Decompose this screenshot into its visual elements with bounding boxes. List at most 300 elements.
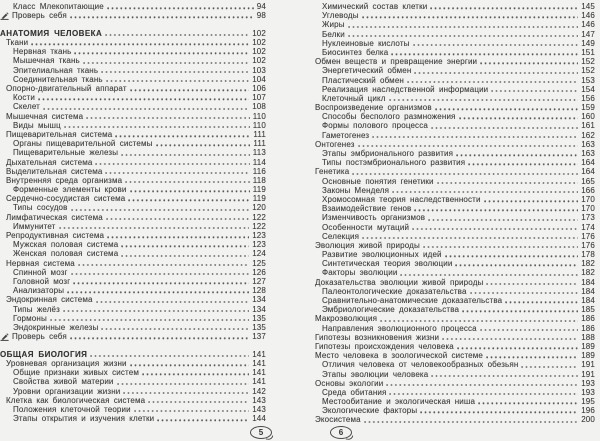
toc-entry: [309, 76, 595, 85]
toc-entry-page-ref: 106: [252, 84, 266, 93]
dot-leader: [156, 144, 251, 146]
dot-leader: [470, 292, 579, 294]
toc-entry-label: Нервная система: [6, 258, 75, 268]
dot-leader: [442, 338, 578, 340]
dot-leader: [389, 99, 579, 101]
toc-entry-page-ref: 196: [581, 406, 595, 416]
toc-entry-label: Ткани: [6, 38, 29, 48]
toc-entry-page-ref: 142: [252, 386, 266, 396]
dot-leader: [70, 337, 249, 339]
page-number-badge-right: [330, 426, 352, 439]
toc-entry: [0, 359, 266, 368]
dot-leader: [134, 410, 249, 412]
toc-entry: [0, 203, 266, 212]
toc-entry-page-ref: 162: [581, 130, 595, 140]
toc-entry-label: Мышечная система: [6, 111, 84, 121]
section-gap: [0, 341, 266, 350]
toc-entry: [0, 414, 266, 423]
dot-leader: [505, 301, 578, 303]
toc-entry: [309, 186, 595, 195]
toc-entry-page-ref: 108: [252, 102, 266, 112]
toc-entry-page-ref: 104: [252, 74, 266, 84]
toc-entry-page-ref: 144: [252, 414, 266, 424]
toc-entry-label: Нуклеиновые кислоты: [322, 38, 410, 48]
dot-leader: [157, 419, 249, 421]
dot-leader: [437, 182, 579, 184]
toc-entry-label: Белки: [322, 29, 345, 39]
dot-leader: [462, 310, 578, 312]
dot-leader: [31, 43, 249, 45]
toc-entry-page-ref: 102: [252, 56, 266, 66]
toc-entry: [309, 351, 595, 360]
toc-entry-label: Углеводы: [322, 11, 359, 21]
toc-entry-label: Иммунитет: [13, 221, 56, 231]
toc-entry-label: Этапы эмбрионального развития: [322, 149, 454, 158]
toc-entry-page-ref: 149: [581, 38, 595, 48]
dot-leader: [435, 108, 578, 110]
toc-section-heading: [0, 29, 266, 38]
toc-entry-page-ref: 116: [252, 166, 266, 176]
toc-entry-page-ref: 127: [252, 276, 266, 286]
toc-entry-label: Форменные элементы крови: [13, 185, 127, 195]
dot-leader: [407, 81, 578, 83]
dot-leader: [352, 173, 578, 175]
toc-entry: [309, 20, 595, 29]
toc-entry: [0, 194, 266, 203]
toc-entry-page-ref: 160: [581, 112, 595, 122]
toc-entry-label: Пластический обмен: [322, 75, 404, 85]
toc-entry: [0, 56, 266, 65]
toc-entry-label: Местообитание и экологическая ниша: [322, 397, 476, 407]
toc-entry: [309, 85, 595, 94]
dot-leader: [101, 328, 249, 330]
toc-entry-page-ref: 170: [581, 194, 595, 204]
toc-entry: [309, 259, 595, 268]
toc-entry-page-ref: 102: [252, 47, 266, 57]
dot-leader: [348, 35, 578, 37]
toc-entry-page-ref: 184: [581, 277, 595, 287]
toc-entry-label: Виды мышц: [13, 120, 61, 130]
toc-entry-page-ref: 119: [252, 194, 266, 204]
toc-entry: [309, 213, 595, 222]
toc-entry-page-ref: 114: [252, 157, 266, 167]
toc-entry: [0, 295, 266, 304]
dot-leader: [372, 136, 578, 138]
page-number-left: 5: [258, 428, 264, 437]
toc-entry: [0, 268, 266, 277]
toc-entry-page-ref: 107: [252, 93, 266, 103]
toc-entry-page-ref: 128: [252, 286, 266, 296]
toc-entry-page-ref: 195: [581, 397, 595, 407]
toc-entry-page-ref: 156: [581, 93, 595, 103]
page-number-right: 6: [338, 428, 344, 437]
toc-entry-label: Синтетическая теория эволюции: [322, 259, 453, 269]
dot-leader: [128, 199, 249, 201]
toc-entry-page-ref: 193: [581, 378, 595, 388]
toc-entry-page-ref: 134: [252, 295, 266, 305]
toc-entry-label: Общие признаки живых систем: [13, 368, 139, 378]
toc-entry-label: Этапы эволюции человека: [322, 369, 429, 379]
toc-entry-label: Взаимодействие генов: [322, 204, 412, 214]
toc-entry: [309, 103, 595, 112]
toc-entry-page-ref: 176: [581, 231, 595, 241]
toc-entry-label: Скелет: [13, 102, 40, 112]
dot-leader: [63, 310, 249, 312]
toc-entry: [0, 259, 266, 268]
toc-entry-page-ref: 141: [252, 358, 266, 368]
toc-entry: [0, 305, 266, 314]
toc-entry-page-ref: 186: [581, 323, 595, 333]
toc-entry-label: Эндокринные железы: [13, 322, 99, 332]
toc-entry: [309, 149, 595, 158]
toc-entry-label: Проверь себя: [12, 11, 67, 21]
toc-entry: [309, 112, 595, 121]
toc-entry-page-ref: 111: [253, 129, 266, 139]
toc-entry: [0, 222, 266, 231]
toc-entry-page-ref: 145: [581, 2, 595, 11]
dot-leader: [430, 7, 578, 9]
toc-entry-page-ref: 98: [256, 11, 266, 21]
toc-entry-page-ref: 153: [581, 75, 595, 85]
toc-entry: [309, 333, 595, 342]
toc-entry-label: Гаметогенез: [322, 130, 370, 140]
toc-entry: [309, 388, 595, 397]
toc-entry-label: Онтогенез: [315, 139, 355, 149]
toc-entry: [309, 278, 595, 287]
toc-entry-label: Эпителиальная ткань: [13, 65, 99, 75]
dot-leader: [392, 191, 578, 193]
toc-entry: [0, 368, 266, 377]
toc-entry-label: Основы экологии: [315, 378, 384, 388]
toc-entry: [309, 268, 595, 277]
toc-entry: [0, 332, 266, 341]
toc-entry-label: Типы постэмбрионального развития: [322, 158, 466, 168]
dot-leader: [428, 219, 578, 221]
toc-entry-page-ref: 189: [581, 341, 595, 351]
toc-entry: [0, 323, 266, 332]
dot-leader: [130, 364, 250, 366]
dot-leader: [459, 117, 579, 119]
toc-entry: [309, 305, 595, 314]
toc-right-page-column: [309, 2, 595, 425]
toc-entry-label: Гипотезы возникновения жизни: [315, 332, 440, 342]
dot-leader: [412, 228, 578, 230]
toc-entry-page-ref: 165: [581, 176, 595, 186]
dot-leader: [386, 384, 578, 386]
toc-entry-label: Эволюция живой природы: [315, 240, 420, 250]
toc-entry-label: Репродуктивная система: [6, 231, 105, 240]
toc-entry: [309, 2, 595, 11]
toc-entry-label: Гормоны: [13, 313, 47, 323]
toc-entry: [0, 38, 266, 47]
toc-entry-label: Опорно-двигательный аппарат: [6, 84, 127, 93]
toc-entry: [309, 121, 595, 130]
toc-entry-page-ref: 119: [252, 185, 266, 195]
toc-entry-label: Уровневая организация жизни: [6, 358, 127, 368]
dot-leader: [445, 255, 579, 257]
toc-entry-page-ref: 191: [581, 360, 595, 370]
toc-entry-label: Дыхательная система: [6, 157, 93, 167]
dot-leader: [456, 154, 578, 156]
toc-entry-label: Мужская половая система: [13, 240, 119, 250]
toc-entry-label: Нервная ткань: [13, 47, 72, 57]
dot-leader: [389, 393, 578, 395]
toc-entry-label: Законы Менделя: [322, 185, 390, 195]
toc-entry-label: Химический состав клетки: [322, 2, 428, 11]
toc-entry: [0, 213, 266, 222]
toc-entry: [309, 39, 595, 48]
toc-entry-label: Экосистема: [315, 415, 361, 425]
toc-entry-label: Хромосомная теория наследственности: [322, 194, 481, 204]
toc-entry-page-ref: 176: [581, 240, 595, 250]
toc-entry-label: Среда обитания: [322, 387, 387, 397]
toc-entry-page-ref: 134: [252, 304, 266, 314]
toc-entry-page-ref: 200: [581, 415, 595, 425]
dot-leader: [121, 245, 249, 247]
toc-entry: [309, 177, 595, 186]
toc-entry-page-ref: 191: [581, 369, 595, 379]
toc-entry-label: Этапы открытия и изучения клетки: [13, 414, 155, 424]
toc-entry-page-ref: 102: [252, 28, 266, 38]
toc-entry: [0, 249, 266, 258]
toc-entry: [0, 66, 266, 75]
toc-entry-page-ref: 166: [581, 185, 595, 195]
dot-leader: [115, 135, 250, 137]
toc-entry: [309, 342, 595, 351]
toc-entry-label: Типы желёз: [13, 304, 60, 314]
toc-entry-page-ref: 141: [252, 349, 266, 359]
dot-leader: [67, 291, 249, 293]
dot-leader: [59, 227, 250, 229]
toc-entry-page-ref: 111: [253, 139, 266, 149]
pencil-icon: [0, 12, 9, 20]
toc-entry-page-ref: 124: [252, 249, 266, 259]
toc-entry: [309, 379, 595, 388]
dot-leader: [38, 98, 249, 100]
dot-leader: [121, 154, 250, 156]
toc-entry: [0, 93, 266, 102]
toc-entry-page-ref: 135: [252, 322, 266, 332]
toc-entry: [0, 148, 266, 157]
toc-entry-label: Сравнительно-анатомические доказательства: [322, 296, 503, 305]
toc-entry-label: Формы полового процесса: [322, 121, 428, 131]
dot-leader: [455, 264, 578, 266]
dot-leader: [83, 62, 249, 64]
dot-leader: [420, 411, 578, 413]
toc-entry-label: Пищеварительные железы: [13, 148, 119, 158]
toc-entry: [0, 240, 266, 249]
dot-leader: [121, 255, 249, 257]
toc-entry-page-ref: 135: [252, 313, 266, 323]
toc-entry: [309, 287, 595, 296]
dot-leader: [70, 16, 254, 18]
dot-leader: [43, 108, 249, 110]
dot-leader: [96, 301, 250, 303]
toc-entry-page-ref: 110: [252, 111, 266, 121]
toc-entry-page-ref: 141: [252, 377, 266, 387]
toc-entry-page-ref: 164: [581, 167, 595, 177]
toc-entry-label: Селекция: [322, 231, 360, 241]
dot-leader: [148, 401, 249, 403]
toc-entry-page-ref: 123: [252, 240, 266, 250]
toc-entry-label: Реализация наследственной информации: [322, 84, 489, 94]
toc-entry: [0, 84, 266, 93]
toc-entry-page-ref: 152: [581, 57, 595, 67]
toc-entry: [0, 112, 266, 121]
toc-entry-page-ref: 110: [252, 120, 266, 130]
dot-leader: [86, 117, 250, 119]
dot-leader: [73, 282, 249, 284]
toc-entry: [0, 102, 266, 111]
toc-entry-label: Положения клеточной теории: [13, 404, 131, 414]
toc-entry: [309, 30, 595, 39]
toc-entry-page-ref: 173: [581, 213, 595, 223]
toc-entry: [309, 415, 595, 424]
toc-entry: [0, 286, 266, 295]
page-number-badge-left: [250, 426, 272, 439]
toc-entry-label: Анализаторы: [13, 286, 65, 296]
dot-leader: [468, 163, 578, 165]
dot-leader: [431, 375, 578, 377]
toc-entry: [309, 66, 595, 75]
dot-leader: [78, 264, 249, 266]
toc-entry-label: Женская половая система: [13, 249, 119, 259]
dot-leader: [107, 7, 254, 9]
dot-leader: [362, 16, 579, 18]
dot-leader: [486, 356, 578, 358]
dot-leader: [142, 373, 249, 375]
dot-leader: [431, 127, 578, 129]
toc-entry-page-ref: 154: [581, 84, 595, 94]
toc-entry-page-ref: 94: [256, 2, 266, 11]
dot-leader: [117, 383, 250, 385]
dot-leader: [74, 52, 249, 54]
toc-entry-label: Обмен веществ и превращение энергии: [315, 57, 478, 67]
toc-entry-label: Энергетический обмен: [322, 66, 412, 76]
toc-entry: [309, 232, 595, 241]
dot-leader: [484, 200, 579, 202]
toc-entry: [309, 48, 595, 57]
toc-entry-page-ref: 182: [581, 259, 595, 269]
toc-entry-label: Изменчивость организмов: [322, 213, 426, 223]
toc-entry: [309, 131, 595, 140]
toc-entry-page-ref: 113: [252, 148, 266, 158]
toc-entry: [0, 139, 266, 148]
dot-leader: [414, 209, 578, 211]
toc-entry: [0, 47, 266, 56]
toc-entry-page-ref: 122: [252, 212, 266, 222]
dot-leader: [364, 421, 578, 423]
toc-entry: [0, 396, 266, 405]
dot-leader: [130, 89, 250, 91]
dot-leader: [130, 190, 250, 192]
toc-entry-label: АНАТОМИЯ ЧЕЛОВЕКА: [0, 28, 103, 38]
toc-entry-page-ref: 151: [581, 47, 595, 57]
toc-entry-label: Факторы эволюции: [322, 268, 398, 278]
toc-entry-page-ref: 174: [581, 222, 595, 232]
toc-entry: [0, 121, 266, 130]
toc-entry-page-ref: 141: [252, 368, 266, 378]
dot-leader: [480, 62, 578, 64]
toc-entry-label: Гипотезы происхождения человека: [315, 341, 454, 351]
dot-leader: [105, 172, 249, 174]
toc-entry: [309, 360, 595, 369]
toc-entry: [0, 11, 266, 20]
dot-leader: [362, 237, 578, 239]
toc-entry: [0, 185, 266, 194]
toc-entry-label: Головной мозг: [13, 276, 71, 286]
toc-entry: [309, 57, 595, 66]
toc-entry-page-ref: 137: [252, 332, 266, 342]
dot-leader: [71, 273, 250, 275]
dot-leader: [478, 402, 578, 404]
toc-entry-label: Воспроизведение организмов: [315, 103, 432, 113]
toc-entry-label: Спинной мозг: [13, 267, 68, 277]
toc-entry-label: Генетика: [315, 167, 350, 177]
toc-entry-label: Макроэволюция: [315, 314, 378, 324]
toc-entry-page-ref: 186: [581, 314, 595, 324]
toc-entry-label: Развитие эволюционных идей: [322, 250, 442, 260]
dot-leader: [50, 319, 249, 321]
toc-entry-page-ref: 188: [581, 332, 595, 342]
dot-leader: [90, 355, 249, 357]
dot-leader: [107, 236, 249, 238]
dot-leader: [457, 347, 578, 349]
dot-leader: [486, 283, 578, 285]
toc-entry: [309, 241, 595, 250]
toc-entry-label: Типы сосудов: [13, 203, 68, 213]
toc-entry-label: Лимфатическая система: [6, 212, 103, 222]
toc-entry-page-ref: 185: [581, 305, 595, 315]
toc-entry-page-ref: 161: [581, 121, 595, 131]
toc-entry-label: Клеточный цикл: [322, 93, 386, 103]
toc-entry-page-ref: 103: [252, 65, 266, 75]
toc-entry-label: Эндокринная система: [6, 295, 93, 305]
toc-entry-label: Палеонтологические доказательства: [322, 286, 467, 296]
toc-entry-label: Класс Млекопитающие: [13, 2, 104, 11]
toc-entry-page-ref: 102: [252, 38, 266, 48]
dot-leader: [391, 53, 578, 55]
toc-entry: [0, 377, 266, 386]
toc-entry-label: Соединительная ткань: [13, 74, 103, 84]
toc-entry-page-ref: 163: [581, 139, 595, 149]
toc-entry-page-ref: 178: [581, 250, 595, 260]
dot-leader: [480, 329, 578, 331]
toc-entry: [309, 406, 595, 415]
toc-entry: [309, 324, 595, 333]
toc-entry: [0, 2, 266, 11]
toc-entry: [0, 130, 266, 139]
toc-entry: [0, 405, 266, 414]
toc-entry-page-ref: 170: [581, 204, 595, 214]
toc-entry-label: Свойства живой материи: [13, 377, 114, 387]
toc-entry: [309, 167, 595, 176]
toc-entry-page-ref: 125: [252, 258, 266, 268]
toc-entry-page-ref: 152: [581, 66, 595, 76]
toc-entry-label: Клетка как биологическая система: [6, 395, 146, 405]
toc-entry-label: Особенности мутаций: [322, 222, 410, 232]
toc-entry-page-ref: 146: [581, 20, 595, 30]
dot-leader: [95, 163, 249, 165]
toc-entry-page-ref: 120: [252, 203, 266, 213]
toc-entry: [309, 223, 595, 232]
toc-entry-page-ref: 184: [581, 296, 595, 305]
toc-entry-page-ref: 159: [581, 103, 595, 113]
toc-entry: [309, 314, 595, 323]
toc-entry: [309, 397, 595, 406]
section-gap: [0, 20, 266, 29]
toc-entry-label: Уровни организации жизни: [13, 386, 121, 396]
